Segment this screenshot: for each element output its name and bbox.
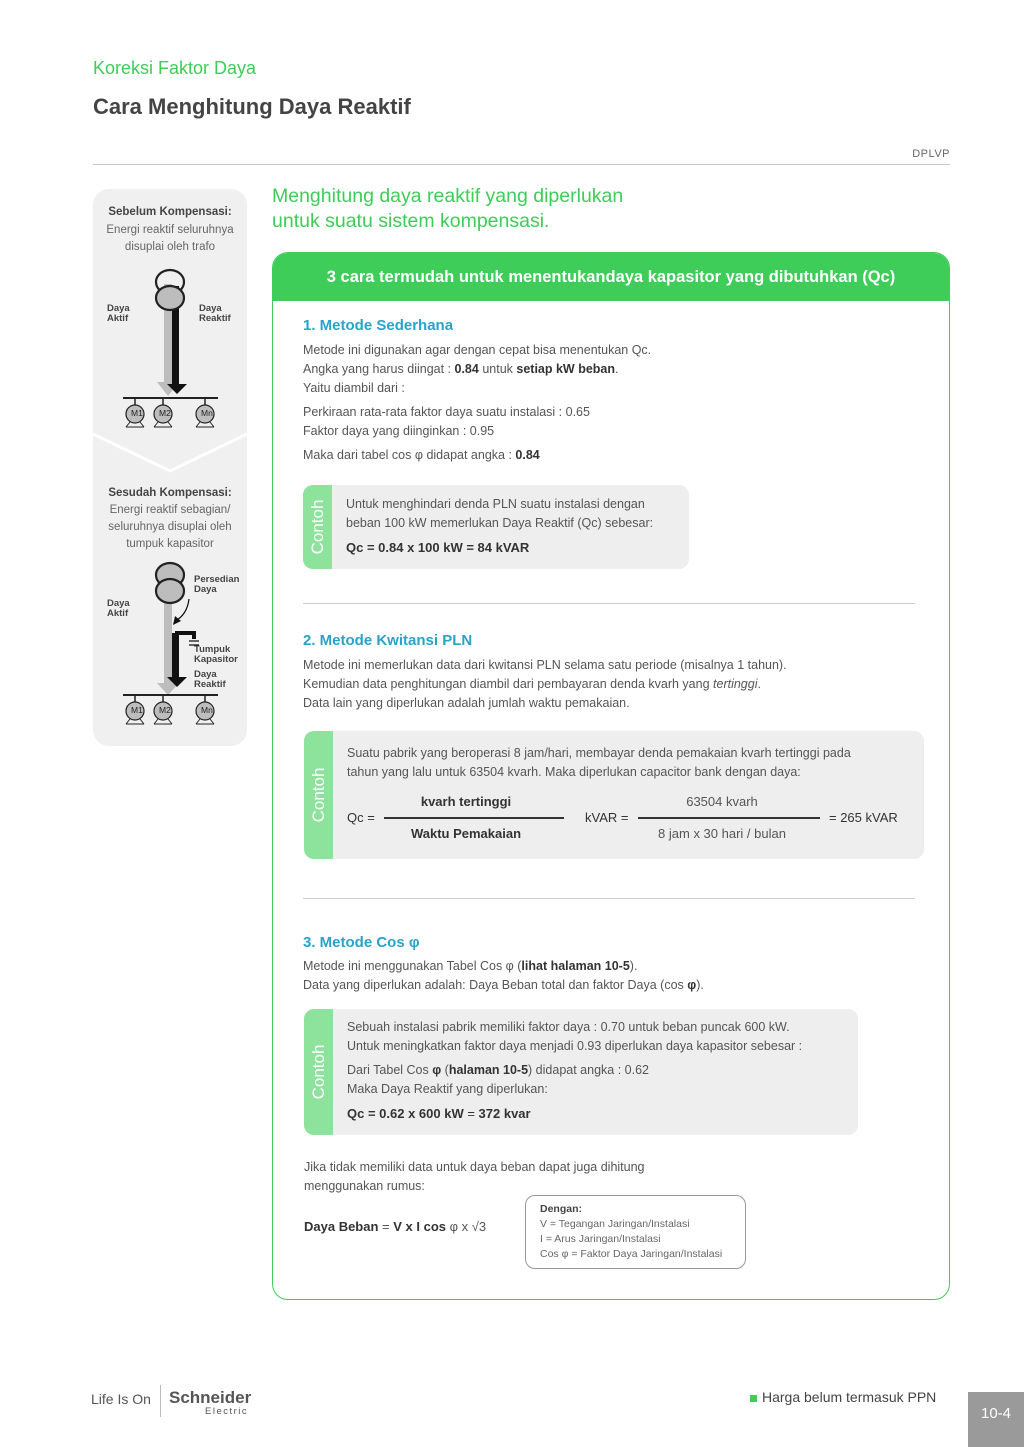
after-label-supply: Persedian Daya <box>194 574 240 595</box>
section-subtitle: Koreksi Faktor Daya <box>93 58 257 78</box>
formula-note-line-1: Jika tidak memiliki data untuk daya beban dapat juga dihitung <box>304 1160 645 1174</box>
separator-2 <box>303 898 915 899</box>
before-line-2: disuplai oleh trafo <box>124 241 216 253</box>
method-1-example-line-2: beban 100 kW memerlukan Daya Reaktif (Qc) sebesar: <box>346 516 654 530</box>
method-2-example-line-1: Suatu pabrik yang beroperasi 8 jam/hari, membayar denda pemakaian kvarh tertinggi pada <box>347 746 851 760</box>
brand-logo-sub: Electric <box>205 1406 249 1417</box>
after-title: Sesudah Kompensasi: <box>108 487 232 499</box>
catalog-code: DPLVP <box>912 148 950 160</box>
after-label-reactive: Daya Reaktif <box>194 669 226 690</box>
method-2-title: 2. Metode Kwitansi PLN <box>303 632 473 649</box>
after-motor-2: M2 <box>159 705 171 715</box>
fraction-1-line <box>384 817 564 819</box>
method-3-line-1: Metode ini menggunakan Tabel Cos φ (lihat halaman 10-5). <box>303 959 638 973</box>
method-3-example-line-1: Sebuah instalasi pabrik memiliki faktor daya : 0.70 untuk beban puncak 600 kW. <box>347 1020 790 1034</box>
after-label-capacitor: Tumpuk Kapasitor <box>194 644 238 665</box>
method-3-example-line-4: Maka Daya Reaktif yang diperlukan: <box>347 1082 548 1096</box>
method-1-title: 1. Metode Sederhana <box>303 317 454 334</box>
method-1-line-6: Maka dari tabel cos φ didapat angka : 0.84 <box>303 448 540 462</box>
before-label-active: Daya Aktif <box>107 303 130 324</box>
method-1-example-result: Qc = 0.84 x 100 kW = 84 kVAR <box>346 540 530 555</box>
method-2-example <box>304 731 924 859</box>
method-1-line-3: Yaitu diambil dari : <box>303 381 405 395</box>
method-2-line-2: Kemudian data penghitungan diambil dari pembayaran denda kvarh yang tertinggi. <box>303 677 761 691</box>
contoh-tab: Contoh <box>304 1009 333 1135</box>
before-title: Sebelum Kompensasi: <box>108 206 232 218</box>
page-number: 10-4 <box>968 1392 1024 1447</box>
method-1-line-1: Metode ini digunakan agar dengan cepat bisa menentukan Qc. <box>303 343 652 357</box>
after-line-1: Energi reaktif sebagian/ <box>109 504 231 516</box>
formula-note-line-2: menggunakan rumus: <box>304 1179 425 1193</box>
after-label-active: Daya Aktif <box>107 598 130 619</box>
legend-line-3: Cos φ = Faktor Daya Jaringan/Instalasi <box>540 1248 723 1260</box>
legend-line-2: I = Arus Jaringan/Instalasi <box>540 1233 661 1245</box>
legend-line-1: V = Tegangan Jaringan/Instalasi <box>540 1218 690 1230</box>
method-2-line-1: Metode ini memerlukan data dari kwitansi PLN selama satu periode (misalnya 1 tahun). <box>303 658 787 672</box>
footer-divider <box>160 1385 161 1417</box>
before-line-1: Energi reaktif seluruhnya <box>106 224 234 236</box>
before-label-reactive: Daya Reaktif <box>199 303 231 324</box>
kvar-label: kVAR = <box>585 810 629 825</box>
method-1-line-5: Faktor daya yang diinginkan : 0.95 <box>303 424 495 438</box>
legend-title: Dengan: <box>540 1203 582 1215</box>
after-motor-n: Mn <box>201 705 213 715</box>
method-3-example-line-3: Dari Tabel Cos φ (halaman 10-5) didapat angka : 0.62 <box>347 1063 649 1077</box>
page-title: Cara Menghitung Daya Reaktif <box>93 94 411 119</box>
method-1-example-line-1: Untuk menghindari denda PLN suatu instalasi dengan <box>346 497 645 511</box>
methods-heading: 3 cara termudah untuk menentukandaya kapasitor yang dibutuhkan (Qc) <box>273 253 949 301</box>
methods-panel <box>272 252 950 1300</box>
fraction-2-line <box>638 817 820 819</box>
method-3-title: 3. Metode Cos φ <box>303 934 420 951</box>
method-3-example <box>304 1009 858 1135</box>
sidebar-chevron <box>93 431 247 475</box>
method-1-line-2: Angka yang harus diingat : 0.84 untuk setiap kW beban. <box>303 362 619 376</box>
fraction-2-numerator: 63504 kvarh <box>686 794 758 809</box>
formula-legend-box <box>525 1195 746 1269</box>
method-3-example-line-2: Untuk meningkatkan faktor daya menjadi 0.93 diperlukan daya kapasitor sebesar : <box>347 1039 803 1053</box>
contoh-tab: Contoh <box>303 485 332 569</box>
method-1-line-4: Perkiraan rata-rata faktor daya suatu instalasi : 0.65 <box>303 405 590 419</box>
method-2-result: = 265 kVAR <box>829 810 898 825</box>
separator-1 <box>303 603 915 604</box>
fraction-1-denominator: Waktu Pemakaian <box>410 826 522 841</box>
intro-heading: Menghitung daya reaktif yang diperlukan untuk suatu sistem kompensasi. <box>272 185 624 232</box>
load-power-formula: Daya Beban = V x I cos φ x √3 <box>304 1219 487 1234</box>
method-2-line-3: Data lain yang diperlukan adalah jumlah waktu pemakaian. <box>303 696 630 710</box>
contoh-tab: Contoh <box>304 731 333 859</box>
brand-logo: Schneider <box>169 1388 252 1407</box>
method-3-example-result: Qc = 0.62 x 600 kW = 372 kvar <box>347 1106 531 1121</box>
before-motor-n: Mn <box>201 408 213 418</box>
fraction-2-denominator: 8 jam x 30 hari / bulan <box>658 826 786 841</box>
price-note: Harga belum termasuk PPN <box>762 1389 937 1405</box>
method-1-example <box>303 485 689 569</box>
after-line-3: tumpuk kapasitor <box>126 538 214 550</box>
after-line-2: seluruhnya disuplai oleh <box>108 521 232 533</box>
bullet-square-icon <box>750 1395 757 1402</box>
after-motor-1: M1 <box>131 705 143 715</box>
compensation-sidebar <box>93 189 247 746</box>
method-3-line-2: Data yang diperlukan adalah: Daya Beban total dan faktor Daya (cos φ). <box>303 978 704 992</box>
qc-label: Qc = <box>347 810 375 825</box>
fraction-1-numerator: kvarh tertinggi <box>420 794 512 809</box>
before-motor-1: M1 <box>131 408 143 418</box>
method-2-example-line-2: tahun yang lalu untuk 63504 kvarh. Maka diperlukan capacitor bank dengan daya: <box>347 765 801 779</box>
header-divider <box>93 164 950 165</box>
tagline-logo: Life Is On <box>91 1391 151 1407</box>
before-motor-2: M2 <box>159 408 171 418</box>
